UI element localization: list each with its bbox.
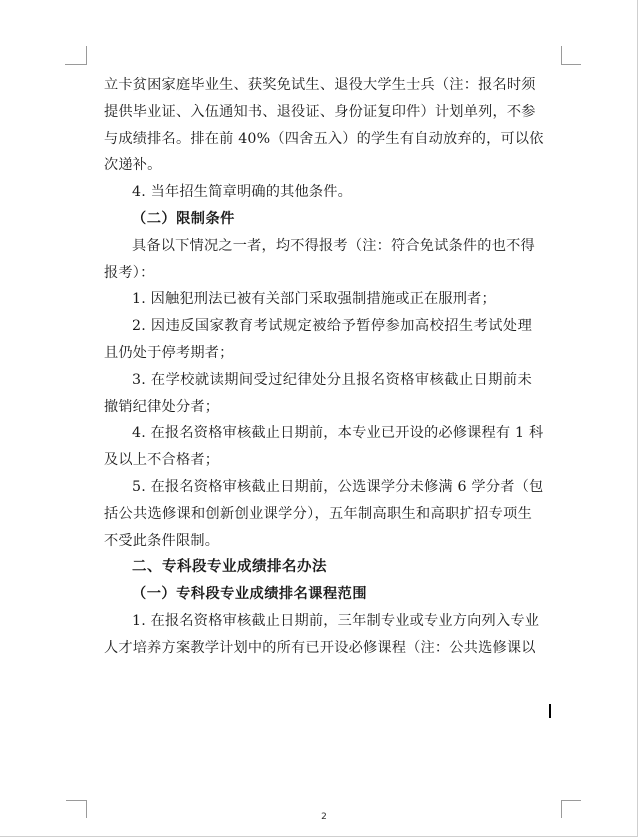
- text-line: 立卡贫困家庭毕业生、获奖免试生、退役大学生士兵（注：报名时须: [104, 77, 536, 93]
- crop-mark-top-right: [561, 64, 581, 65]
- text-line: 报考）：: [104, 264, 155, 281]
- page-number: 2: [321, 812, 327, 822]
- crop-mark-bottom-right-vertical: [561, 800, 562, 818]
- text-line: 提供毕业证、入伍通知书、退役证、身份证复印件）计划单列，不参: [104, 103, 536, 120]
- document-body[interactable]: [104, 72, 544, 662]
- text-line: 4. 当年招生简章明确的其他条件。: [132, 184, 353, 201]
- text-line: 且仍处于停考期者；: [104, 344, 234, 361]
- crop-mark-bottom-left-vertical: [86, 800, 87, 818]
- crop-mark-top-left-vertical: [86, 46, 87, 65]
- crop-mark-top-right-vertical: [561, 46, 562, 65]
- text-line: 与成绩排名。排在前 40%（四舍五入）的学生有自动放弃的，可以依: [104, 130, 544, 147]
- section-heading: 二、专科段专业成绩排名办法: [132, 559, 327, 576]
- text-line: 具备以下情况之一者，均不得报考（注：符合免试条件的也不得: [132, 237, 535, 254]
- text-line: 1. 因触犯刑法已被有关部门采取强制措施或正在服刑者；: [132, 291, 496, 308]
- text-line: 撤销纪律处分者；: [104, 398, 220, 415]
- text-line: 5. 在报名资格审核截止日期前，公选课学分未修满 6 学分者（包: [132, 478, 544, 495]
- text-line: 4. 在报名资格审核截止日期前，本专业已开设的必修课程有 1 科: [132, 425, 544, 442]
- subsection-heading: （一）专科段专业成绩排名课程范围: [132, 586, 368, 603]
- subsection-heading: （二）限制条件: [132, 210, 235, 227]
- text-line: 及以上不合格者；: [104, 452, 220, 469]
- text-line: 人才培养方案教学计划中的所有已开设必修课程（注：公共选修课以: [104, 639, 536, 656]
- text-cursor: [549, 704, 551, 718]
- crop-mark-bottom-right: [561, 800, 581, 801]
- crop-mark-bottom-left: [66, 800, 87, 801]
- text-line: 2. 因违反国家教育考试规定被给予暂停参加高校招生考试处理: [132, 318, 532, 335]
- text-line: 不受此条件限制。: [104, 532, 220, 549]
- text-line: 3. 在学校就读期间受过纪律处分且报名资格审核截止日期前未: [132, 371, 532, 388]
- crop-mark-top-left: [65, 64, 87, 65]
- text-line: 1. 在报名资格审核截止日期前，三年制专业或专业方向列入专业: [132, 612, 540, 629]
- text-line: 括公共选修课和创新创业课学分），五年制高职生和高职扩招专项生: [104, 505, 532, 522]
- text-line: 次递补。: [104, 157, 162, 174]
